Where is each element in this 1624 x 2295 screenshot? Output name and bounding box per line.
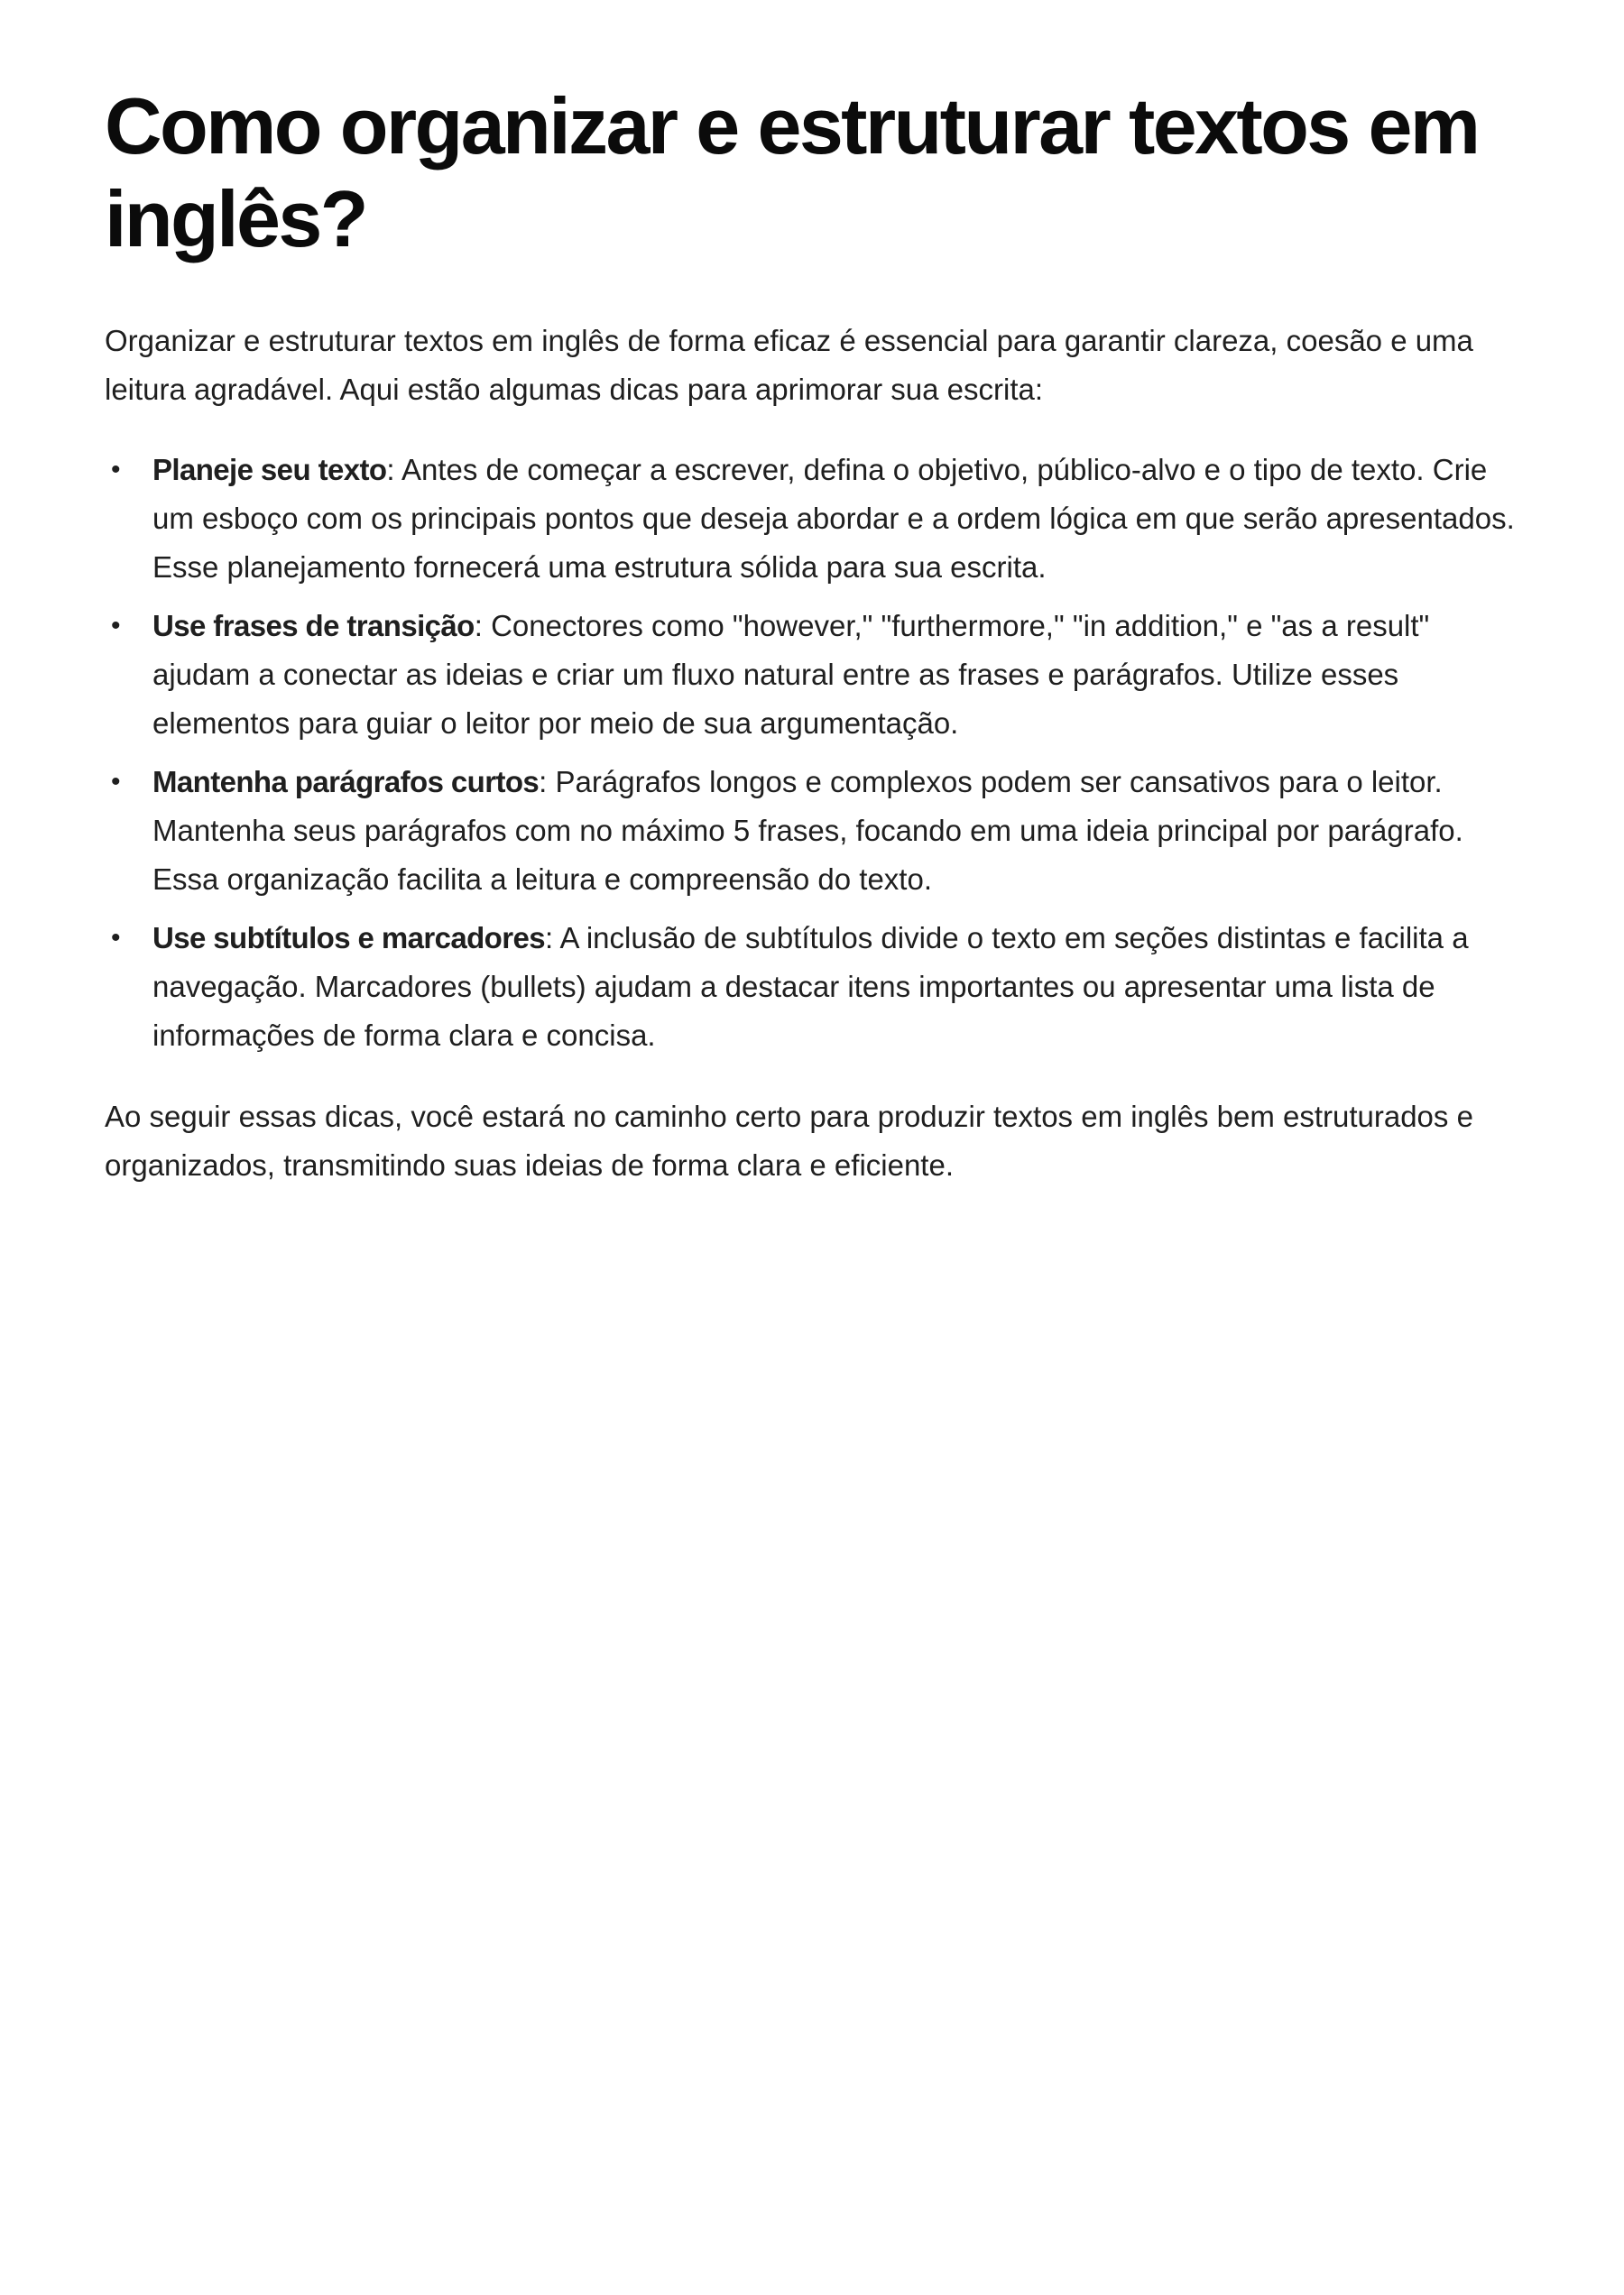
tip-text: : Conectores como "however," "furthermore," "in addition," e "as a result" ajudam a conectar as ideias e criar um fluxo natural entre as frases e parágrafos. Utilize esses elementos para guiar o leitor por meio de sua argumentação. bbox=[152, 609, 1430, 740]
tip-text: : Antes de começar a escrever, defina o objetivo, público-alvo e o tipo de texto. Crie um esboço com os principais pontos que deseja abordar e a ordem lógica em que serão apresentados. Esse planejamento fornecerá uma estrutura sólida para sua escrita. bbox=[152, 453, 1515, 584]
list-item bbox=[105, 914, 1519, 1060]
tip-term: Mantenha parágrafos curtos bbox=[152, 765, 540, 798]
list-item bbox=[105, 446, 1519, 592]
intro-paragraph: Organizar e estruturar textos em inglês de forma eficaz é essencial para garantir clareza, coesão e uma leitura agradável. Aqui estão algumas dicas para aprimorar sua escrita: bbox=[105, 324, 1473, 406]
bullet-icon: • bbox=[111, 611, 121, 641]
tip-term: Use frases de transição bbox=[152, 609, 475, 642]
tip-term: Planeje seu texto bbox=[152, 453, 387, 486]
conclusion-paragraph: Ao seguir essas dicas, você estará no caminho certo para produzir textos em inglês bem estruturados e organizados, transmitindo suas ideias de forma clara e eficiente. bbox=[105, 1100, 1473, 1182]
bullet-icon: • bbox=[111, 767, 121, 797]
tip-text: : A inclusão de subtítulos divide o texto em seções distintas e facilita a navegação. Marcadores (bullets) ajudam a destacar itens importantes ou apresentar uma lista de informações de forma clara e concisa. bbox=[152, 921, 1469, 1052]
bullet-icon: • bbox=[111, 923, 121, 953]
list-item bbox=[105, 602, 1519, 748]
tip-text: : Parágrafos longos e complexos podem ser cansativos para o leitor. Mantenha seus parágrafos com no máximo 5 frases, focando em uma ideia principal por parágrafo. Essa organização facilita a leitura e compreensão do texto. bbox=[152, 765, 1463, 896]
list-item bbox=[105, 758, 1519, 904]
page-title: Como organizar e estruturar textos em inglês? bbox=[105, 81, 1479, 263]
bullet-icon: • bbox=[111, 455, 121, 484]
tip-term: Use subtítulos e marcadores bbox=[152, 921, 545, 954]
tips-list bbox=[105, 446, 1519, 1060]
